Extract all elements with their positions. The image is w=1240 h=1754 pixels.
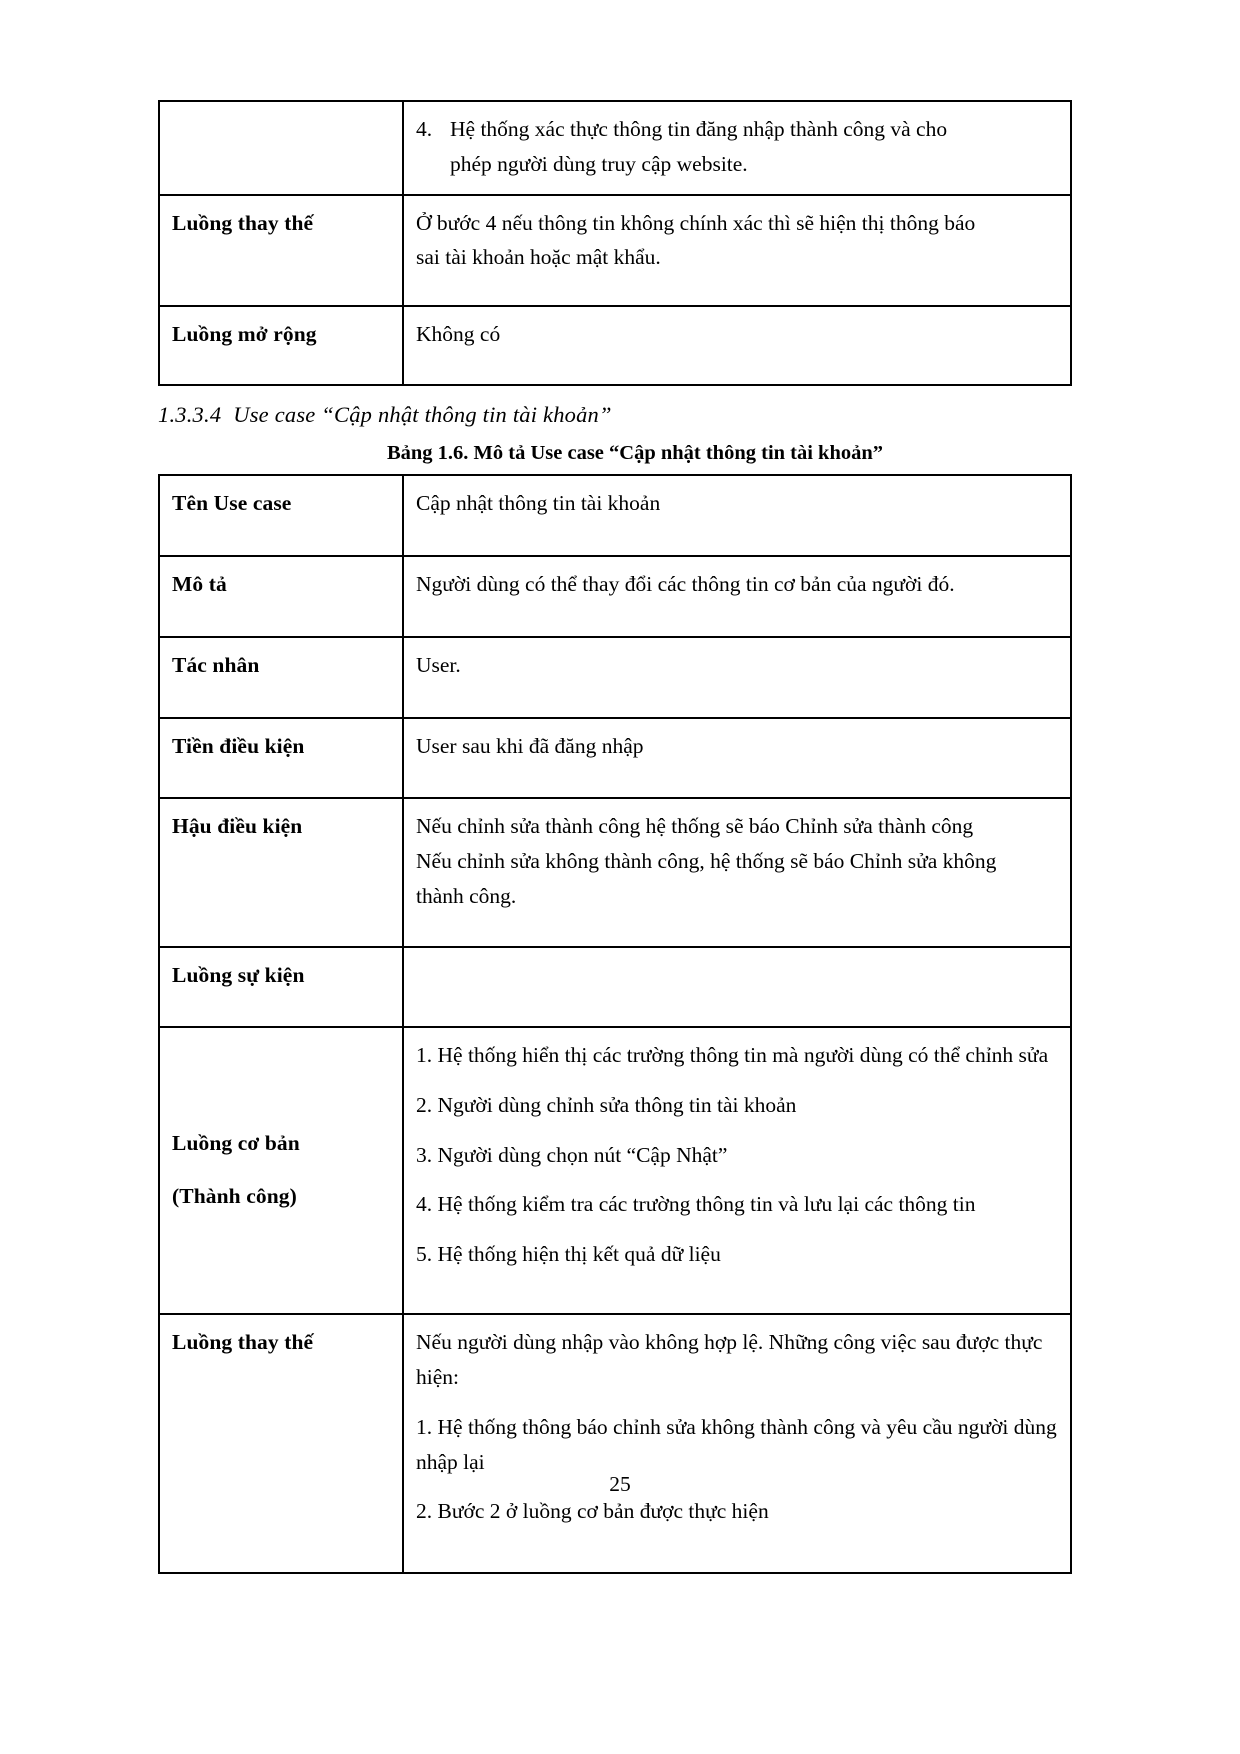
- alt-flow-step: 1. Hệ thống thông báo chỉnh sửa không thành công và yêu cầu người dùng nhập lại: [416, 1414, 1057, 1474]
- table-row: [159, 637, 1071, 718]
- table-row: [159, 195, 1071, 307]
- row-value-ten-use-case: [403, 475, 1071, 556]
- table-row: [159, 101, 1071, 195]
- numbered-step: [416, 112, 1058, 182]
- value-blank-line: [416, 521, 1058, 543]
- label-line2: (Thành công): [172, 1183, 297, 1208]
- row-value-luong-su-kien: [403, 947, 1071, 1027]
- value-blank-line: [416, 763, 1058, 785]
- section-title: Use case “Cập nhật thông tin tài khoản”: [233, 402, 612, 428]
- flow-step: 4. Hệ thống kiểm tra các trường thông tin và lưu lại các thông tin: [416, 1192, 976, 1217]
- alt-flow-step: 2. Bước 2 ở luồng cơ bản được thực hiện: [416, 1499, 769, 1524]
- row-value-luong-thay-the: [403, 1314, 1071, 1573]
- row-label-tien-dieu-kien: Tiền điều kiện: [159, 718, 403, 799]
- step-text-line2: phép người dùng truy cập website.: [450, 151, 748, 176]
- row-value-tac-nhan: [403, 637, 1071, 718]
- alt-flow-intro: Nếu người dùng nhập vào không hợp lệ. Những công việc sau được thực hiện:: [416, 1330, 1043, 1389]
- flow-step: 3. Người dùng chọn nút “Cập Nhật”: [416, 1142, 728, 1167]
- flow-step: 5. Hệ thống hiện thị kết quả dữ liệu: [416, 1242, 721, 1267]
- value-text: Cập nhật thông tin tài khoản: [416, 491, 661, 516]
- step-number: 4.: [416, 117, 433, 141]
- row-value-mo-ta: [403, 556, 1071, 637]
- row-value-tien-dieu-kien: [403, 718, 1071, 799]
- section-heading: [158, 402, 1240, 428]
- table-row: [159, 798, 1071, 946]
- use-case-table-continued: [158, 100, 1072, 386]
- value-line1: Ở bước 4 nếu thông tin không chính xác thì sẽ hiện thị thông báo: [416, 210, 976, 235]
- table-row: [159, 1314, 1071, 1573]
- value-text: User sau khi đã đăng nhập: [416, 733, 644, 758]
- value-blank-line: [416, 683, 1058, 705]
- value-text: Người dùng có thể thay đổi các thông tin cơ bản của người đó.: [416, 571, 955, 596]
- value-line1: Nếu chỉnh sửa thành công hệ thống sẽ báo Chỉnh sửa thành công: [416, 814, 974, 839]
- value-blank-line: [416, 602, 1058, 624]
- row-value-luong-mo-rong: [403, 306, 1071, 385]
- label-line1: Luồng cơ bản: [172, 1130, 300, 1155]
- row-label-luong-su-kien: Luồng sự kiện: [159, 947, 403, 1027]
- value-blank-line: [416, 275, 1058, 293]
- table-row: [159, 947, 1071, 1027]
- value-blank-line: [416, 1544, 1058, 1560]
- page-number: 25: [609, 1472, 631, 1496]
- step-text-line1: Hệ thống xác thực thông tin đăng nhập thành công và cho: [450, 117, 948, 141]
- value-line2: sai tài khoản hoặc mật khẩu.: [416, 245, 661, 270]
- flow-step: 2. Người dùng chỉnh sửa thông tin tài khoản: [416, 1092, 797, 1117]
- value-line1: Không có: [416, 322, 501, 347]
- row-value-hau-dieu-kien: [403, 798, 1071, 946]
- row-label-tac-nhan: Tác nhân: [159, 637, 403, 718]
- section-number: 1.3.3.4: [158, 402, 222, 428]
- row-value-luong-thay-the: [403, 195, 1071, 307]
- value-line3: thành công.: [416, 884, 517, 909]
- row-label-luong-thay-the: Luồng thay thế: [159, 1314, 403, 1573]
- row-value-step4: [403, 101, 1071, 195]
- table-row: [159, 306, 1071, 385]
- table-row: [159, 475, 1071, 556]
- row-label-luong-mo-rong: Luồng mở rộng: [159, 306, 403, 385]
- row-label-hau-dieu-kien: Hậu điều kiện: [159, 798, 403, 946]
- value-blank-line: [416, 1287, 1058, 1301]
- table-row: [159, 718, 1071, 799]
- value-line2: Nếu chỉnh sửa không thành công, hệ thống sẽ báo Chỉnh sửa không: [416, 849, 997, 874]
- table-caption: Bảng 1.6. Mô tả Use case “Cập nhật thông tin tài khoản”: [386, 442, 884, 465]
- value-text: User.: [416, 652, 461, 677]
- row-label-empty: [159, 101, 403, 195]
- row-label-luong-co-ban: [159, 1027, 403, 1314]
- table-row: [159, 556, 1071, 637]
- row-label-ten-use-case: Tên Use case: [159, 475, 403, 556]
- row-label-luong-thay-the: Luồng thay thế: [159, 195, 403, 307]
- row-value-luong-co-ban: [403, 1027, 1071, 1314]
- row-label-mo-ta: Mô tả: [159, 556, 403, 637]
- value-blank-line: [416, 914, 1058, 934]
- use-case-table: [158, 474, 1072, 1574]
- table-row: [159, 1027, 1071, 1314]
- value-blank-line: [416, 352, 1058, 372]
- flow-step: 1. Hệ thống hiển thị các trường thông tin mà người dùng có thể chỉnh sửa: [416, 1042, 1049, 1067]
